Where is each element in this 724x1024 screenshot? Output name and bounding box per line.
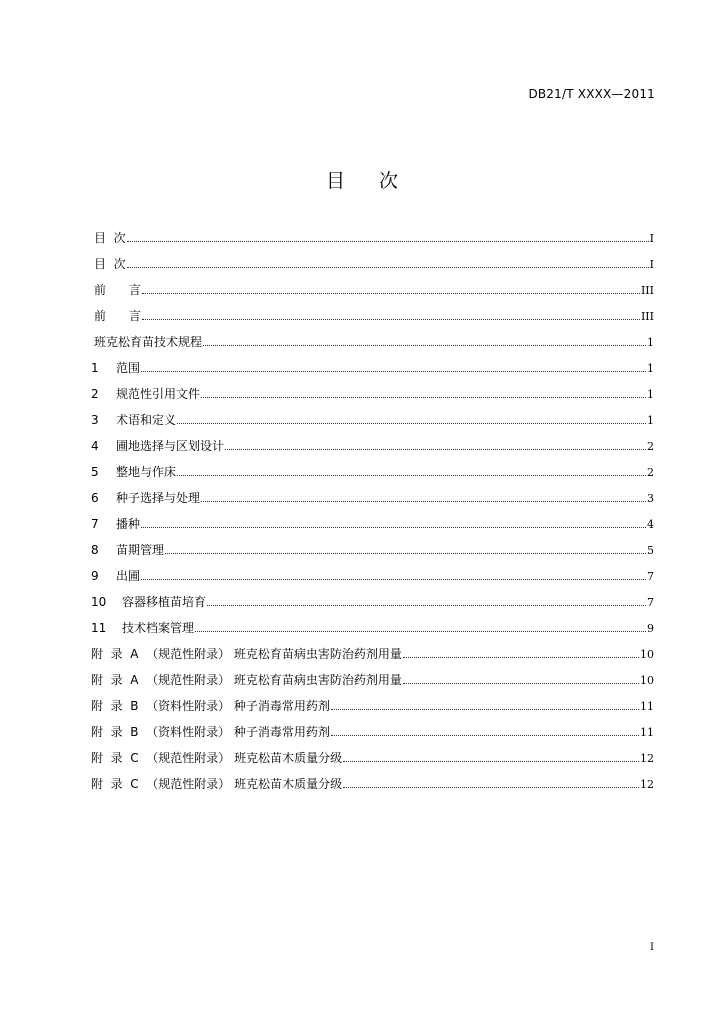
toc-entry[interactable] [91, 463, 654, 489]
toc-entry-label: 前 言 [94, 309, 141, 323]
toc-dot-leader [343, 761, 639, 762]
table-of-contents [91, 229, 654, 801]
toc-entry-label: 附 录 C （规范性附录） 班克松苗木质量分级 [91, 751, 343, 765]
toc-entry-label: 附 录 B （资料性附录） 种子消毒常用药剂 [91, 699, 330, 713]
toc-entry[interactable] [91, 359, 654, 385]
toc-entry-number: 6 [91, 491, 99, 505]
toc-entry[interactable] [91, 307, 654, 333]
toc-entry-page: 1 [647, 414, 654, 427]
toc-entry[interactable] [91, 567, 654, 593]
toc-dot-leader [207, 605, 646, 606]
toc-entry[interactable] [91, 281, 654, 307]
toc-dot-leader [403, 657, 639, 658]
toc-entry-page: 2 [647, 440, 654, 453]
toc-entry-page: 1 [647, 388, 654, 401]
toc-dot-leader [343, 787, 639, 788]
toc-entry-label: 附 录 A （规范性附录） 班克松育苗病虫害防治药剂用量 [91, 647, 402, 661]
toc-entry-label: 播种 [116, 517, 141, 531]
toc-entry-page: 1 [647, 336, 654, 349]
toc-entry-label: 种子选择与处理 [116, 491, 201, 505]
toc-entry-label: 圃地选择与区划设计 [116, 439, 225, 453]
toc-entry-page: 7 [647, 596, 654, 609]
toc-entry-page: I [649, 232, 654, 245]
toc-entry-number: 1 [91, 361, 99, 375]
toc-entry[interactable] [91, 411, 654, 437]
toc-entry-page: 9 [647, 622, 654, 635]
toc-dot-leader [201, 397, 646, 398]
toc-dot-leader [177, 475, 646, 476]
toc-dot-leader [177, 423, 646, 424]
toc-title: 目 次 [325, 170, 413, 192]
document-code: DB21/T XXXX—2011 [528, 87, 655, 101]
toc-entry[interactable] [91, 619, 654, 645]
toc-entry-page: 10 [640, 674, 654, 687]
toc-dot-leader [203, 345, 646, 346]
toc-entry-page: I [649, 258, 654, 271]
toc-entry-label: 规范性引用文件 [116, 387, 201, 401]
toc-entry[interactable] [91, 333, 654, 359]
toc-entry[interactable] [91, 229, 654, 255]
toc-entry[interactable] [91, 489, 654, 515]
toc-entry[interactable] [91, 775, 654, 801]
toc-entry-label: 目 次 [94, 231, 126, 245]
toc-dot-leader [141, 579, 646, 580]
toc-entry-page: 10 [640, 648, 654, 661]
toc-dot-leader [331, 735, 639, 736]
toc-entry-label: 整地与作床 [116, 465, 177, 479]
toc-dot-leader [403, 683, 639, 684]
toc-entry-page: III [640, 284, 654, 297]
toc-dot-leader [201, 501, 646, 502]
toc-entry-label: 容器移植苗培育 [122, 595, 207, 609]
toc-dot-leader [142, 319, 640, 320]
toc-entry-label: 范围 [116, 361, 141, 375]
toc-entry-label: 附 录 C （规范性附录） 班克松苗木质量分级 [91, 777, 343, 791]
toc-entry-number: 3 [91, 413, 99, 427]
toc-entry-page: 11 [640, 700, 654, 713]
toc-entry-page: 12 [640, 778, 654, 791]
toc-dot-leader [225, 449, 646, 450]
toc-entry[interactable] [91, 749, 654, 775]
toc-entry-page: 5 [647, 544, 654, 557]
toc-entry[interactable] [91, 671, 654, 697]
toc-entry-page: 1 [647, 362, 654, 375]
toc-entry-page: 12 [640, 752, 654, 765]
toc-entry-number: 11 [91, 621, 107, 635]
toc-entry[interactable] [91, 255, 654, 281]
toc-entry[interactable] [91, 541, 654, 567]
toc-dot-leader [195, 631, 646, 632]
toc-entry-label: 目 次 [94, 257, 126, 271]
toc-entry[interactable] [91, 437, 654, 463]
toc-entry-number: 7 [91, 517, 99, 531]
toc-dot-leader [141, 527, 646, 528]
toc-entry-label: 前 言 [94, 283, 141, 297]
toc-entry-number: 5 [91, 465, 99, 479]
toc-entry-number: 10 [91, 595, 107, 609]
toc-entry-label: 附 录 B （资料性附录） 种子消毒常用药剂 [91, 725, 330, 739]
toc-entry-number: 9 [91, 569, 99, 583]
toc-entry-page: 3 [647, 492, 654, 505]
toc-entry[interactable] [91, 385, 654, 411]
toc-entry-page: 4 [647, 518, 654, 531]
toc-entry[interactable] [91, 645, 654, 671]
toc-dot-leader [127, 267, 649, 268]
toc-entry-number: 4 [91, 439, 99, 453]
page-number: I [650, 942, 654, 953]
toc-entry-label: 班克松育苗技术规程 [94, 335, 203, 349]
toc-entry-label: 附 录 A （规范性附录） 班克松育苗病虫害防治药剂用量 [91, 673, 402, 687]
toc-entry[interactable] [91, 723, 654, 749]
toc-dot-leader [331, 709, 639, 710]
toc-entry-label: 出圃 [116, 569, 141, 583]
toc-entry-page: III [640, 310, 654, 323]
toc-dot-leader [127, 241, 649, 242]
toc-dot-leader [165, 553, 646, 554]
toc-entry[interactable] [91, 515, 654, 541]
toc-entry-label: 苗期管理 [116, 543, 165, 557]
toc-entry-label: 技术档案管理 [122, 621, 195, 635]
toc-entry-page: 7 [647, 570, 654, 583]
toc-entry-page: 11 [640, 726, 654, 739]
toc-entry[interactable] [91, 593, 654, 619]
toc-entry-number: 8 [91, 543, 99, 557]
toc-dot-leader [142, 293, 640, 294]
toc-dot-leader [141, 371, 646, 372]
toc-entry-page: 2 [647, 466, 654, 479]
toc-entry-number: 2 [91, 387, 99, 401]
toc-entry-label: 术语和定义 [116, 413, 177, 427]
toc-entry[interactable] [91, 697, 654, 723]
